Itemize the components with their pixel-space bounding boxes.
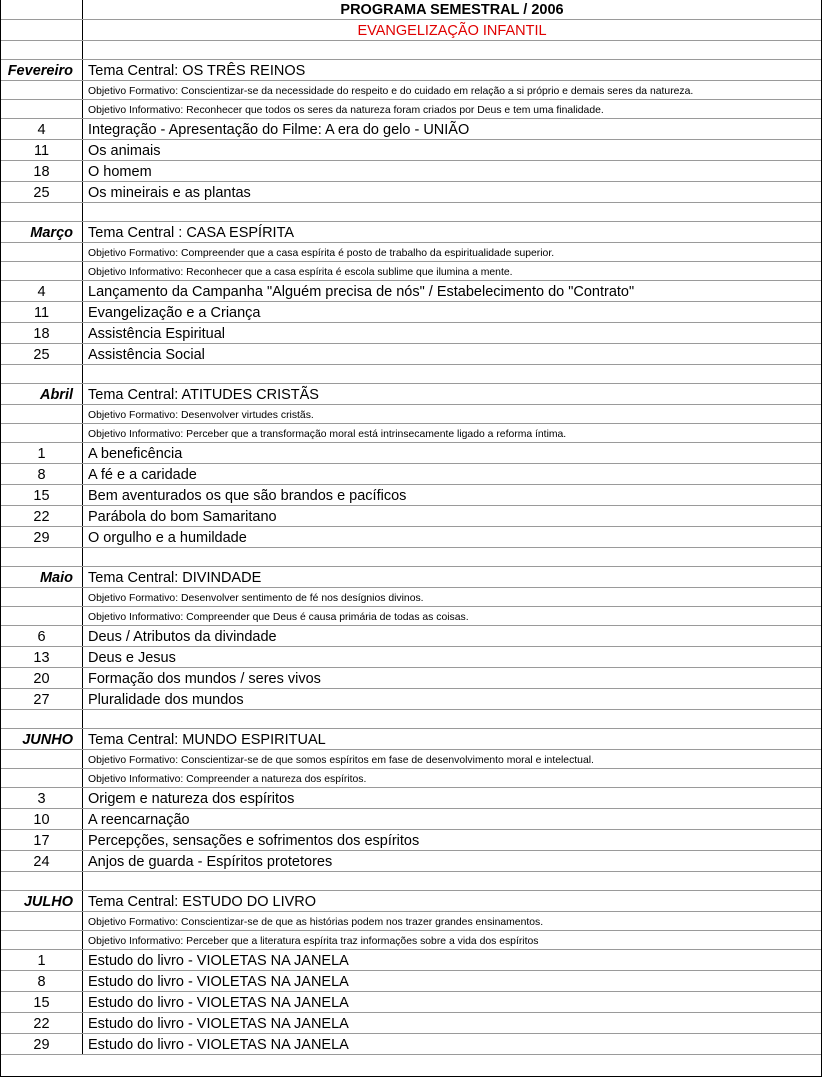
tema-central: Tema Central: ATITUDES CRISTÃS	[88, 386, 319, 403]
cell-col-b[interactable]	[83, 81, 821, 99]
cell-col-a[interactable]	[1, 607, 83, 625]
lesson-topic: Estudo do livro - VIOLETAS NA JANELA	[88, 1036, 349, 1053]
objetivo-formativo: Objetivo Formativo: Conscientizar-se de que somos espíritos em fase de desenvolvimento moral e intelectual.	[88, 754, 594, 766]
cell-col-b[interactable]	[83, 710, 821, 728]
month-name: Maio	[39, 569, 73, 586]
tema-central: Tema Central: DIVINDADE	[88, 569, 262, 586]
cell-col-b[interactable]	[83, 506, 821, 526]
tema-central: Tema Central: ESTUDO DO LIVRO	[88, 893, 317, 910]
lesson-row	[1, 527, 821, 548]
lesson-topic: Integração - Apresentação do Filme: A era do gelo - UNIÃO	[88, 121, 470, 138]
cell-col-b[interactable]	[83, 607, 821, 625]
month-name: Abril	[39, 386, 73, 403]
objetivo-informativo: Objetivo Informativo: Reconhecer que a casa espírita é escola sublime que ilumina a mente.	[88, 266, 513, 278]
cell-col-a[interactable]	[1, 750, 83, 768]
lesson-topic: Deus e Jesus	[88, 649, 176, 666]
lesson-topic: Pluralidade dos mundos	[88, 691, 244, 708]
lesson-row	[1, 950, 821, 971]
lesson-row	[1, 809, 821, 830]
cell-col-a[interactable]	[1, 1013, 83, 1033]
cell-col-a[interactable]	[1, 891, 83, 911]
month-row	[1, 567, 821, 588]
lesson-topic: Anjos de guarda - Espíritos protetores	[88, 853, 333, 870]
lesson-row	[1, 647, 821, 668]
lesson-day: 27	[33, 691, 50, 708]
lesson-row	[1, 182, 821, 203]
cell-col-a[interactable]	[1, 443, 83, 463]
cell-col-a[interactable]	[1, 1034, 83, 1054]
cell-col-b[interactable]	[83, 830, 821, 850]
lesson-row	[1, 506, 821, 527]
cell-col-b[interactable]	[83, 788, 821, 808]
cell-col-a[interactable]	[1, 464, 83, 484]
cell-col-a[interactable]	[1, 182, 83, 202]
cell-col-b[interactable]	[83, 281, 821, 301]
objetivo-informativo: Objetivo Informativo: Reconhecer que todos os seres da natureza foram criados por Deus e tem uma finalidade.	[88, 104, 604, 116]
lesson-row	[1, 281, 821, 302]
lesson-day: 4	[37, 121, 46, 138]
cell-col-a[interactable]	[1, 344, 83, 364]
lesson-topic: Percepções, sensações e sofrimentos dos espíritos	[88, 832, 420, 849]
objetivo-formativo: Objetivo Formativo: Conscientizar-se de que as histórias podem nos trazer grandes ensinamentos.	[88, 916, 544, 928]
lesson-topic: Assistência Espiritual	[88, 325, 225, 342]
blank-row	[1, 203, 821, 222]
cell-col-a[interactable]	[1, 506, 83, 526]
lesson-day: 11	[33, 304, 50, 321]
month-name: Março	[30, 224, 73, 241]
lesson-topic: A fé e a caridade	[88, 466, 197, 483]
lesson-row	[1, 1034, 821, 1055]
month-row	[1, 384, 821, 405]
lesson-topic: A reencarnação	[88, 811, 190, 828]
cell-col-b[interactable]	[83, 464, 821, 484]
header-title-row	[1, 0, 821, 20]
lesson-row	[1, 464, 821, 485]
cell-col-a[interactable]	[1, 243, 83, 261]
cell-col-a[interactable]	[1, 262, 83, 280]
lesson-row	[1, 1013, 821, 1034]
lesson-day: 29	[33, 529, 50, 546]
cell-col-a[interactable]	[1, 668, 83, 688]
cell-col-a[interactable]	[1, 647, 83, 667]
lesson-topic: Parábola do bom Samaritano	[88, 508, 277, 525]
cell-col-a[interactable]	[1, 405, 83, 423]
lesson-day: 15	[33, 487, 50, 504]
cell-col-b[interactable]	[83, 950, 821, 970]
cell-col-a[interactable]	[1, 365, 83, 383]
cell-col-b[interactable]	[83, 548, 821, 566]
cell-col-b[interactable]	[83, 809, 821, 829]
cell-col-b[interactable]	[83, 182, 821, 202]
cell-col-b[interactable]	[83, 119, 821, 139]
month-name: JUNHO	[22, 731, 73, 748]
objetivo-informativo: Objetivo Informativo: Compreender a natureza dos espíritos.	[88, 773, 367, 785]
month-row	[1, 222, 821, 243]
cell-col-b[interactable]	[83, 262, 821, 280]
lesson-row	[1, 626, 821, 647]
lesson-day: 6	[37, 628, 46, 645]
lesson-day: 25	[33, 184, 50, 201]
cell-col-a[interactable]	[1, 912, 83, 930]
lesson-row	[1, 323, 821, 344]
lesson-topic: O homem	[88, 163, 152, 180]
lesson-row	[1, 689, 821, 710]
lesson-row	[1, 140, 821, 161]
cell-col-a[interactable]	[1, 830, 83, 850]
lesson-row	[1, 668, 821, 689]
lesson-day: 20	[33, 670, 50, 687]
cell-col-b[interactable]	[83, 527, 821, 547]
cell-col-a[interactable]	[1, 872, 83, 890]
lesson-day: 4	[37, 283, 46, 300]
lesson-topic: Estudo do livro - VIOLETAS NA JANELA	[88, 973, 349, 990]
cell-col-a[interactable]	[1, 100, 83, 118]
cell-col-b[interactable]	[83, 750, 821, 768]
cell-col-b[interactable]	[83, 567, 821, 587]
cell-col-a[interactable]	[1, 384, 83, 404]
blank-row	[1, 548, 821, 567]
cell-col-a[interactable]	[1, 20, 83, 40]
month-row	[1, 891, 821, 912]
objective-row	[1, 588, 821, 607]
cell-col-b[interactable]	[83, 20, 821, 40]
lesson-row	[1, 485, 821, 506]
cell-col-a[interactable]	[1, 567, 83, 587]
cell-col-a[interactable]	[1, 424, 83, 442]
month-row	[1, 729, 821, 750]
cell-col-a[interactable]	[1, 485, 83, 505]
lesson-day: 8	[37, 466, 46, 483]
cell-col-b[interactable]	[83, 931, 821, 949]
lesson-day: 22	[33, 508, 50, 525]
lesson-topic: Os animais	[88, 142, 161, 159]
tema-central: Tema Central: OS TRÊS REINOS	[88, 62, 306, 79]
lesson-row	[1, 992, 821, 1013]
cell-col-b[interactable]	[83, 851, 821, 871]
blank-row	[1, 41, 821, 60]
lesson-day: 15	[33, 994, 50, 1011]
cell-col-b[interactable]	[83, 60, 821, 80]
lesson-day: 29	[33, 1036, 50, 1053]
cell-col-b[interactable]	[83, 365, 821, 383]
lesson-row	[1, 443, 821, 464]
objetivo-formativo: Objetivo Formativo: Desenvolver sentimento de fé nos desígnios divinos.	[88, 592, 424, 604]
cell-col-b[interactable]	[83, 405, 821, 423]
blank-row	[1, 710, 821, 729]
cell-col-b[interactable]	[83, 161, 821, 181]
cell-col-a[interactable]	[1, 788, 83, 808]
page-title: PROGRAMA SEMESTRAL / 2006	[340, 1, 564, 18]
lesson-day: 18	[33, 163, 50, 180]
objective-row	[1, 262, 821, 281]
cell-col-b[interactable]	[83, 100, 821, 118]
objective-row	[1, 931, 821, 950]
lesson-row	[1, 830, 821, 851]
cell-col-b[interactable]	[83, 891, 821, 911]
lesson-topic: O orgulho e a humildade	[88, 529, 247, 546]
cell-col-a[interactable]	[1, 60, 83, 80]
cell-col-a[interactable]	[1, 588, 83, 606]
cell-col-a[interactable]	[1, 992, 83, 1012]
cell-col-b[interactable]	[83, 992, 821, 1012]
cell-col-a[interactable]	[1, 710, 83, 728]
objetivo-formativo: Objetivo Formativo: Compreender que a casa espírita é posto de trabalho da espiritualidade superior.	[88, 247, 555, 259]
objective-row	[1, 100, 821, 119]
cell-col-a[interactable]	[1, 527, 83, 547]
lesson-topic: Origem e natureza dos espíritos	[88, 790, 295, 807]
lesson-topic: Deus / Atributos da divindade	[88, 628, 277, 645]
lesson-day: 13	[33, 649, 50, 666]
lesson-topic: Estudo do livro - VIOLETAS NA JANELA	[88, 1015, 349, 1032]
cell-col-a[interactable]	[1, 281, 83, 301]
header-subtitle-row	[1, 20, 821, 41]
cell-col-a[interactable]	[1, 140, 83, 160]
cell-col-a[interactable]	[1, 931, 83, 949]
objetivo-informativo: Objetivo Informativo: Compreender que Deus é causa primária de todas as coisas.	[88, 611, 469, 623]
cell-col-a[interactable]	[1, 302, 83, 322]
lesson-topic: Estudo do livro - VIOLETAS NA JANELA	[88, 952, 349, 969]
lesson-day: 22	[33, 1015, 50, 1032]
lesson-row	[1, 161, 821, 182]
blank-row	[1, 365, 821, 384]
cell-col-a[interactable]	[1, 222, 83, 242]
cell-col-b[interactable]	[83, 203, 821, 221]
lesson-day: 8	[37, 973, 46, 990]
lesson-topic: Bem aventurados os que são brandos e pacíficos	[88, 487, 407, 504]
cell-col-b[interactable]	[83, 912, 821, 930]
lesson-topic: Assistência Social	[88, 346, 205, 363]
month-name: JULHO	[23, 893, 73, 910]
tema-central: Tema Central : CASA ESPÍRITA	[88, 224, 295, 241]
cell-col-b[interactable]	[83, 443, 821, 463]
objetivo-formativo: Objetivo Formativo: Desenvolver virtudes cristãs.	[88, 409, 314, 421]
tema-central: Tema Central: MUNDO ESPIRITUAL	[88, 731, 326, 748]
cell-col-a[interactable]	[1, 851, 83, 871]
lesson-row	[1, 344, 821, 365]
cell-col-b[interactable]	[83, 424, 821, 442]
objective-row	[1, 81, 821, 100]
cell-col-b[interactable]	[83, 41, 821, 59]
lesson-day: 1	[37, 952, 46, 969]
lesson-topic: Lançamento da Campanha "Alguém precisa de nós" / Estabelecimento do "Contrato"	[88, 283, 635, 300]
cell-col-b[interactable]	[83, 689, 821, 709]
cell-col-a[interactable]	[1, 548, 83, 566]
cell-col-b[interactable]	[83, 872, 821, 890]
lesson-day: 18	[33, 325, 50, 342]
objective-row	[1, 750, 821, 769]
lesson-day: 1	[37, 445, 46, 462]
cell-col-a[interactable]	[1, 809, 83, 829]
objective-row	[1, 769, 821, 788]
cell-col-b[interactable]	[83, 485, 821, 505]
cell-col-a[interactable]	[1, 161, 83, 181]
cell-col-a[interactable]	[1, 203, 83, 221]
objetivo-informativo: Objetivo Informativo: Perceber que a literatura espírita traz informações sobre a vida dos espíritos	[88, 935, 539, 947]
cell-col-a[interactable]	[1, 729, 83, 749]
cell-col-b[interactable]	[83, 323, 821, 343]
cell-col-a[interactable]	[1, 950, 83, 970]
cell-col-a[interactable]	[1, 971, 83, 991]
blank-row	[1, 872, 821, 891]
lesson-row	[1, 851, 821, 872]
cell-col-b[interactable]	[83, 302, 821, 322]
objective-row	[1, 607, 821, 626]
cell-col-b[interactable]	[83, 344, 821, 364]
lesson-topic: Os mineirais e as plantas	[88, 184, 251, 201]
page-subtitle: EVANGELIZAÇÃO INFANTIL	[357, 22, 547, 39]
cell-col-a[interactable]	[1, 119, 83, 139]
objetivo-formativo: Objetivo Formativo: Conscientizar-se da necessidade do respeito e do cuidado em relação a si próprio e demais seres da natureza.	[88, 85, 694, 97]
lesson-row	[1, 302, 821, 323]
lesson-topic: A beneficência	[88, 445, 183, 462]
lesson-day: 10	[33, 811, 50, 828]
cell-col-a[interactable]	[1, 689, 83, 709]
cell-col-b[interactable]	[83, 1013, 821, 1033]
lesson-topic: Evangelização e a Criança	[88, 304, 261, 321]
objective-row	[1, 912, 821, 931]
cell-col-b[interactable]	[83, 0, 821, 19]
objective-row	[1, 243, 821, 262]
lesson-day: 3	[37, 790, 46, 807]
cell-col-b[interactable]	[83, 140, 821, 160]
lesson-row	[1, 119, 821, 140]
lesson-topic: Formação dos mundos / seres vivos	[88, 670, 321, 687]
cell-col-a[interactable]	[1, 81, 83, 99]
lesson-topic: Estudo do livro - VIOLETAS NA JANELA	[88, 994, 349, 1011]
cell-col-b[interactable]	[83, 243, 821, 261]
cell-col-b[interactable]	[83, 384, 821, 404]
cell-col-b[interactable]	[83, 647, 821, 667]
objective-row	[1, 405, 821, 424]
cell-col-a[interactable]	[1, 41, 83, 59]
cell-col-a[interactable]	[1, 0, 83, 19]
cell-col-a[interactable]	[1, 626, 83, 646]
objective-row	[1, 424, 821, 443]
cell-col-b[interactable]	[83, 769, 821, 787]
cell-col-b[interactable]	[83, 626, 821, 646]
cell-col-a[interactable]	[1, 323, 83, 343]
lesson-row	[1, 788, 821, 809]
month-name: Fevereiro	[7, 62, 73, 79]
cell-col-b[interactable]	[83, 971, 821, 991]
cell-col-b[interactable]	[83, 222, 821, 242]
cell-col-b[interactable]	[83, 668, 821, 688]
cell-col-b[interactable]	[83, 1034, 821, 1054]
lesson-day: 24	[33, 853, 50, 870]
cell-col-a[interactable]	[1, 769, 83, 787]
lesson-day: 25	[33, 346, 50, 363]
lesson-day: 17	[33, 832, 50, 849]
objetivo-informativo: Objetivo Informativo: Perceber que a transformação moral está intrinsecamente ligado a reforma íntima.	[88, 428, 567, 440]
cell-col-b[interactable]	[83, 588, 821, 606]
cell-col-b[interactable]	[83, 729, 821, 749]
lesson-day: 11	[33, 142, 50, 159]
lesson-row	[1, 971, 821, 992]
month-row	[1, 60, 821, 81]
